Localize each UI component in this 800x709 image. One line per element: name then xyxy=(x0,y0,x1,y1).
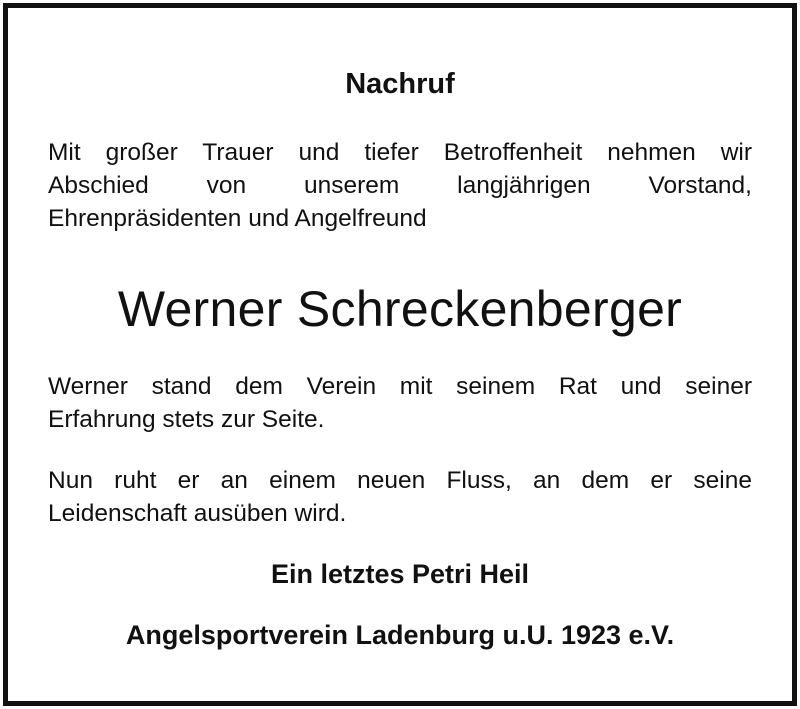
tribute-line-1: Werner stand dem Verein mit seinem Rat und seiner xyxy=(48,373,752,400)
farewell-line: Ein letztes Petri Heil xyxy=(270,559,530,589)
obituary-frame xyxy=(3,3,797,706)
obituary-content xyxy=(48,8,752,701)
tribute-line-2: Erfahrung stets zur Seite. xyxy=(48,406,325,433)
club-signature: Angelsportverein Ladenburg u.U. 1923 e.V. xyxy=(125,620,675,650)
intro-line-2: Abschied von unserem langjährigen Vorstand, xyxy=(48,172,752,199)
obituary-heading: Nachruf xyxy=(345,68,455,100)
river-line-2: Leidenschaft ausüben wird. xyxy=(48,500,347,527)
river-line-1: Nun ruht er an einem neuen Fluss, an dem er seine xyxy=(48,467,752,494)
tribute-paragraph xyxy=(48,370,752,436)
intro-paragraph xyxy=(48,136,752,235)
river-paragraph xyxy=(48,464,752,530)
intro-line-1: Mit großer Trauer und tiefer Betroffenheit nehmen wir xyxy=(48,139,752,166)
deceased-name: Werner Schreckenberger xyxy=(117,281,683,337)
intro-line-3: Ehrenpräsidenten und Angelfreund xyxy=(48,205,427,232)
